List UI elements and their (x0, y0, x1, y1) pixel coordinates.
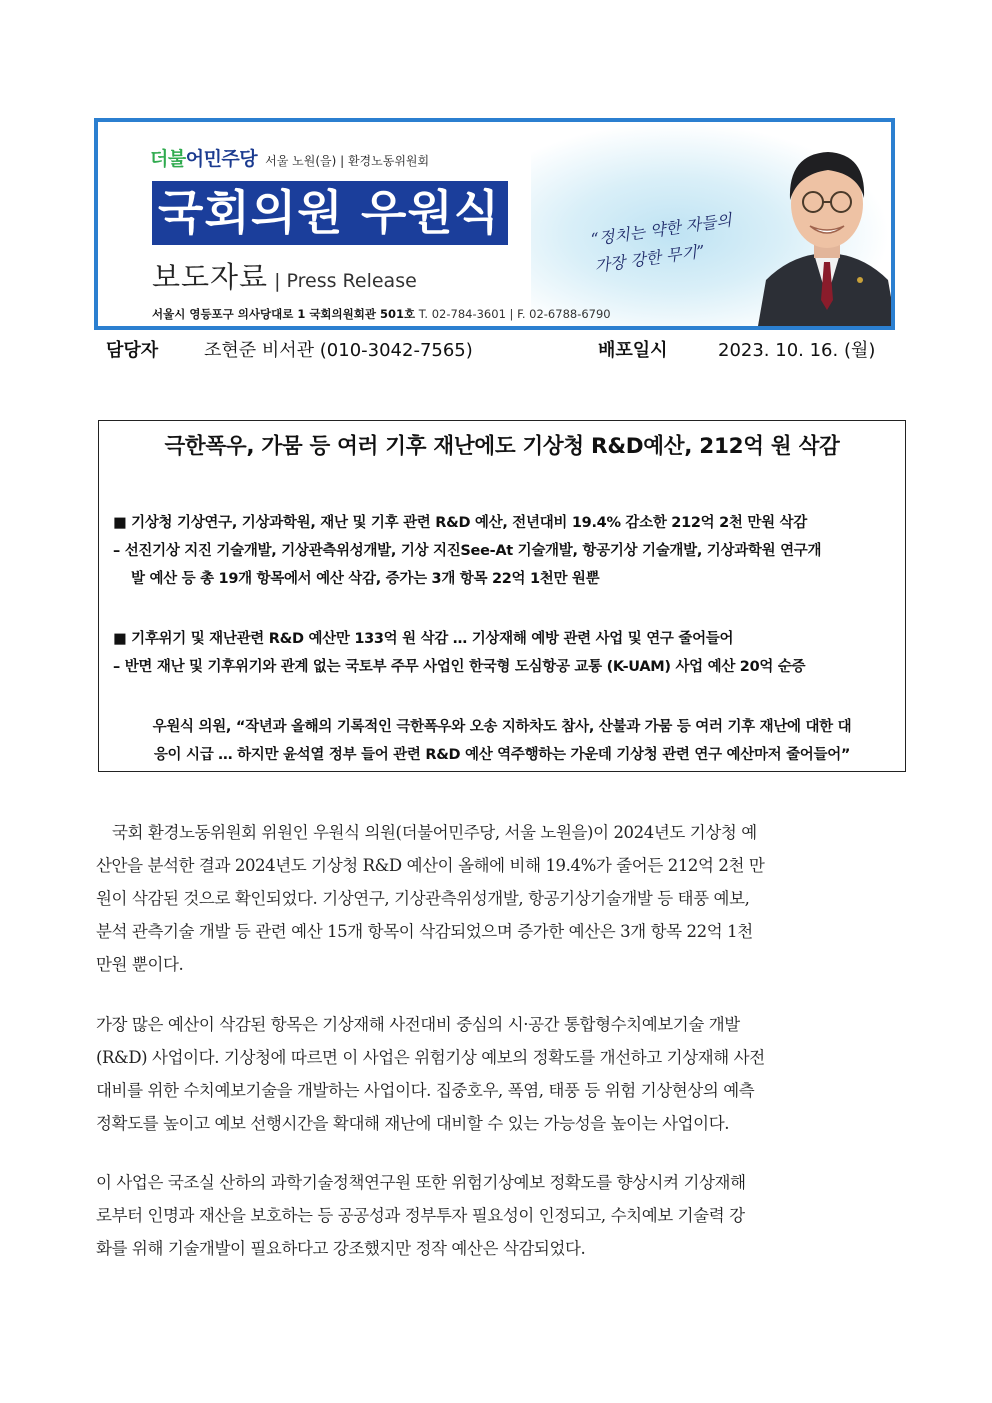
press-release-banner (94, 118, 895, 330)
body-line: 정확도를 높이고 예보 선행시간을 확대해 재난에 대비할 수 있는 가능성을 높이는 사업이다. (96, 1114, 730, 1133)
lawmaker-quote-2: 응이 시급 … 하지만 윤석열 정부 들어 관련 R&D 예산 역주행하는 가운데 기상청 관련 연구 예산마저 줄어들어” (153, 747, 851, 763)
key-point-2-detail: – 반면 재난 및 기후위기와 관계 없는 국토부 주무 사업인 한국형 도심항공 교통 (K-UAM) 사업 예산 20억 순증 (113, 659, 806, 675)
manager-value: 조현준 비서관 (010-3042-7565) (204, 340, 473, 361)
lawmaker-title: 국회의원 우원식 (158, 185, 501, 241)
district-committee: 서울 노원(을) | 환경노동위원회 (265, 154, 430, 168)
body-line: 화를 위해 기술개발이 필요하다고 강조했지만 정작 예산은 삭감되었다. (96, 1239, 586, 1258)
manager-label: 담당자 (106, 340, 159, 361)
headline: 극한폭우, 가뭄 등 여러 기후 재난에도 기상청 R&D예산, 212억 원 삭감 (164, 434, 840, 459)
key-point-1: ■ 기상청 기상연구, 기상과학원, 재난 및 기후 관련 R&D 예산, 전년대비 19.4% 감소한 212억 2천 만원 삭감 (113, 515, 807, 531)
office-address (152, 306, 611, 322)
body-line: 국회 환경노동위원회 위원인 우원식 의원(더불어민주당, 서울 노원을)이 2024년도 기상청 예 (112, 823, 757, 842)
date-label: 배포일시 (598, 340, 668, 361)
address-text: 서울시 영등포구 의사당대로 1 국회의원회관 501호 (152, 307, 416, 321)
party-row (150, 144, 429, 171)
key-point-1-detail-2: 발 예산 등 총 19개 항목에서 예산 삭감, 증가는 3개 항목 22억 1천만 원뿐 (131, 571, 600, 587)
body-line: 원이 삭감된 것으로 확인되었다. 기상연구, 기상관측위성개발, 항공기상기술개발 등 태풍 예보, (96, 889, 750, 908)
body-line: 이 사업은 국조실 산하의 과학기술정책연구원 또한 위험기상예보 정확도를 향상시켜 기상재해 (96, 1173, 746, 1192)
key-point-2: ■ 기후위기 및 재난관련 R&D 예산만 133억 원 삭감 … 기상재해 예방 관련 사업 및 연구 줄어들어 (113, 631, 734, 647)
body-line: (R&D) 사업이다. 기상청에 따르면 이 사업은 위험기상 예보의 정확도를 개선하고 기상재해 사전 (96, 1048, 765, 1067)
phone-fax: T. 02-784-3601 | F. 02-6788-6790 (418, 307, 611, 321)
portrait-photo (758, 130, 895, 326)
contact-line (0, 330, 992, 364)
press-release-label-en: | Press Release (274, 270, 417, 292)
body-line: 산안을 분석한 결과 2024년도 기상청 R&D 예산이 올해에 비해 19.4%가 줄어든 212억 2천 만 (96, 856, 765, 875)
body-paragraph-1 (96, 816, 900, 981)
body-paragraph-2 (96, 1008, 900, 1140)
lawmaker-quote-1: 우원식 의원, “작년과 올해의 기록적인 극한폭우와 오송 지하차도 참사, 산불과 가뭄 등 여러 기후 재난에 대한 대 (152, 719, 852, 735)
summary-box (98, 420, 906, 772)
body-line: 가장 많은 예산이 삭감된 항목은 기상재해 사전대비 중심의 시·공간 통합형수치예보기술 개발 (96, 1015, 740, 1034)
slogan-line-1: “정치는 약한 자들의 (589, 210, 733, 249)
body-line: 대비를 위한 수치예보기술을 개발하는 사업이다. 집중호우, 폭염, 태풍 등 위험 기상현상의 예측 (96, 1081, 755, 1100)
title-block (152, 181, 508, 245)
body-line: 분석 관측기술 개발 등 관련 예산 15개 항목이 삭감되었으며 증가한 예산은 3개 항목 22억 1천 (96, 922, 753, 941)
body-line: 로부터 인명과 재산을 보호하는 등 공공성과 정부투자 필요성이 인정되고, 수치예보 기술력 강 (96, 1206, 745, 1225)
key-point-1-detail-1: – 선진기상 지진 기술개발, 기상관측위성개발, 기상 지진See-At 기술개발, 항공기상 기술개발, 기상과학원 연구개 (113, 543, 822, 559)
slogan-line-2: 가장 강한 무기” (593, 241, 707, 276)
body-line: 만원 뿐이다. (96, 955, 184, 974)
body-paragraph-3 (96, 1166, 900, 1265)
party-logo-text: 더불어민주당 (150, 148, 258, 170)
date-value: 2023. 10. 16. (월) (718, 340, 876, 361)
press-release-label-ko: 보도자료 (152, 260, 269, 294)
subtitle-row (152, 255, 417, 296)
